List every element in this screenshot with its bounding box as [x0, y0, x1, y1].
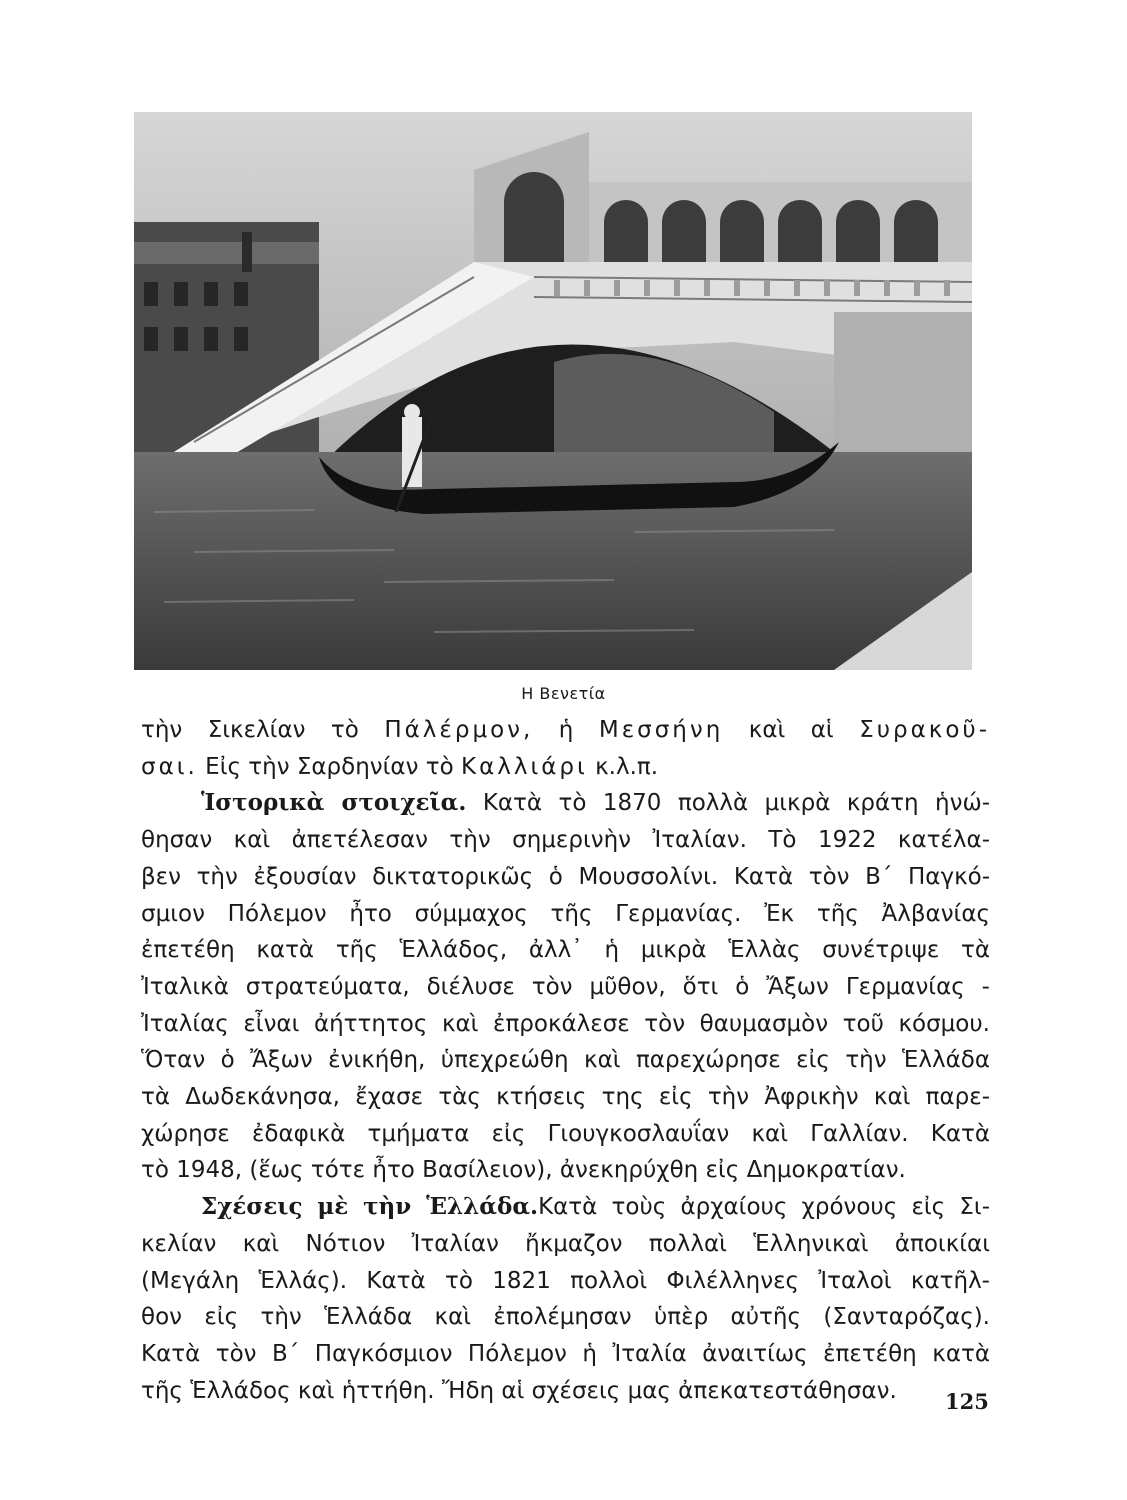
photo-caption: Η Βενετία: [521, 684, 606, 703]
text-line: Κατὰ τὸν Β΄ Παγκόσμιον Πόλεμον ἡ Ἰταλία ἀναιτίως ἐπετέθη κατὰ: [141, 1340, 990, 1367]
text-line: τῆς Ἑλλάδος καὶ ἡττήθη. Ἤδη αἱ σχέσεις μας ἀπεκατεστάθησαν.: [141, 1377, 897, 1404]
text-line: Ἱστορικὰ στοιχεῖα. Κατὰ τὸ 1870 πολλὰ μικρὰ κράτη ἡνώ-: [201, 789, 990, 817]
text-line: Ὅταν ὁ Ἄξων ἐνικήθη, ὑπεχρεώθη καὶ παρεχώρησε εἰς τὴν Ἑλλάδα: [141, 1047, 990, 1074]
text-line: χώρησε ἐδαφικὰ τμήματα εἰς Γιουγκοσλαυΐαν καὶ Γαλλίαν. Κατὰ: [141, 1120, 990, 1147]
text-line: (Μεγάλη Ἑλλάς). Κατὰ τὸ 1821 πολλοὶ Φιλέλληνες Ἰταλοὶ κατῆλ-: [141, 1267, 990, 1294]
text-line: σαι. Εἰς τὴν Σαρδηνίαν τὸ Καλλιάρι κ.λ.π.: [141, 753, 659, 780]
venice-rialto-photo: [134, 112, 972, 670]
rialto-bridge-illustration: [134, 112, 972, 670]
text-line: θησαν καὶ ἀπετέλεσαν τὴν σημερινὴν Ἰταλίαν. Τὸ 1922 κατέλα-: [141, 827, 990, 854]
section-heading-history: Ἱστορικὰ στοιχεῖα.: [201, 789, 467, 817]
text-line: θον εἰς τὴν Ἑλλάδα καὶ ἐπολέμησαν ὑπὲρ αὐτῆς (Σανταρόζας).: [141, 1304, 990, 1331]
text-line: Ἰταλίας εἶναι ἀήττητος καὶ ἐπροκάλεσε τὸν θαυμασμὸν τοῦ κόσμου.: [141, 1010, 990, 1037]
text-line: βεν τὴν ἐξουσίαν δικτατορικῶς ὁ Μουσσολίνι. Κατὰ τὸν Β΄ Παγκό-: [141, 863, 990, 890]
text-line: τὰ Δωδεκάνησα, ἔχασε τὰς κτήσεις της εἰς τὴν Ἀφρικὴν καὶ παρε-: [141, 1084, 990, 1111]
text-line: τὴν Σικελίαν τὸ Πάλέρμον, ἡ Μεσσήνη καὶ αἱ Συρακοῦ-: [141, 717, 991, 743]
text-line: ἐπετέθη κατὰ τῆς Ἑλλάδος, ἀλλ᾽ ἡ μικρὰ Ἑλλὰς συνέτριψε τὰ: [141, 937, 990, 964]
section-heading-relations: Σχέσεις μὲ τὴν Ἑλλάδα.: [201, 1193, 539, 1221]
text-line: κελίαν καὶ Νότιον Ἰταλίαν ἤκμαζον πολλαὶ Ἑλληνικαὶ ἀποικίαι: [141, 1230, 990, 1257]
text-line: σμιον Πόλεμον ἦτο σύμμαχος τῆς Γερμανίας. Ἐκ τῆς Ἀλβανίας: [141, 900, 990, 927]
text-line: τὸ 1948, (ἕως τότε ἦτο Βασίλειον), ἀνεκηρύχθη εἰς Δημοκρατίαν.: [141, 1157, 906, 1184]
text-line: Ἰταλικὰ στρατεύματα, διέλυσε τὸν μῦθον, ὅτι ὁ Ἄξων Γερμανίας -: [141, 973, 990, 1000]
page-number: 125: [945, 1389, 989, 1414]
body-text: [141, 712, 990, 1409]
text-line: Σχέσεις μὲ τὴν Ἑλλάδα.Κατὰ τοὺς ἀρχαίους χρόνους εἰς Σι-: [201, 1193, 990, 1221]
